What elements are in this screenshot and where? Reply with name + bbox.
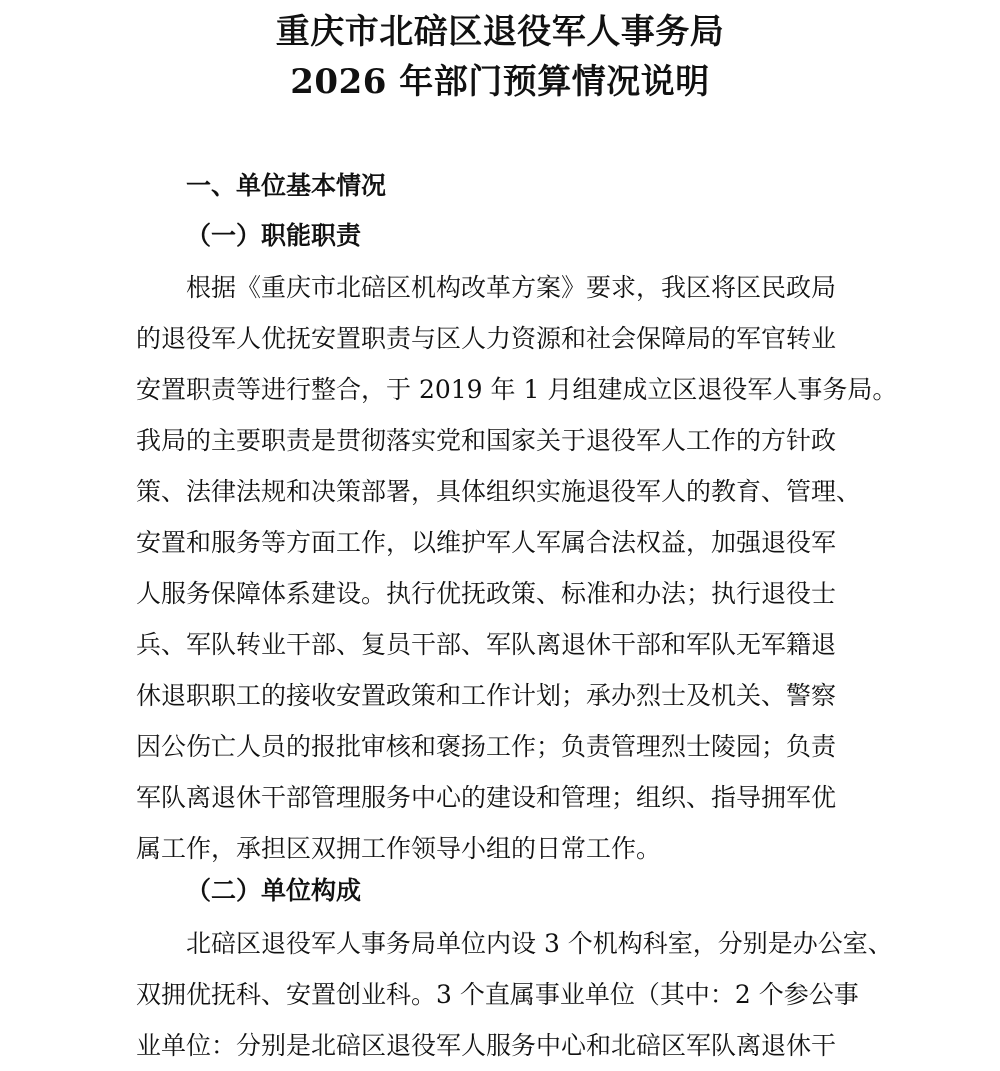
paragraph-line: 策、法律法规和决策部署，具体组织实施退役军人的教育、管理、	[136, 477, 862, 506]
paragraph-functions	[136, 262, 896, 874]
paragraph-line: 休退职职工的接收安置政策和工作计划；承办烈士及机关、警察	[136, 681, 837, 710]
paragraph-line: 北碚区退役军人事务局单位内设 3 个机构科室，分别是办公室、	[186, 929, 893, 958]
paragraph-line: 属工作，承担区双拥工作领导小组的日常工作。	[136, 834, 662, 863]
subsection-heading-composition: （二）单位构成	[186, 876, 362, 905]
paragraph-line: 双拥优抚科、安置创业科。3 个直属事业单位（其中：2 个参公事	[136, 980, 859, 1009]
paragraph-line: 安置职责等进行整合，于 2019 年 1 月组建成立区退役军人事务局。	[136, 375, 898, 404]
paragraph-line: 人服务保障体系建设。执行优抚政策、标准和办法；执行退役士	[136, 579, 837, 608]
paragraph-composition	[136, 918, 896, 1071]
paragraph-line: 我局的主要职责是贯彻落实党和国家关于退役军人工作的方针政	[136, 426, 837, 455]
document-title-line-2: 2026 年部门预算情况说明	[290, 62, 710, 102]
paragraph-line: 兵、军队转业干部、复员干部、军队离退休干部和军队无军籍退	[136, 630, 837, 659]
section-heading-basic-info: 一、单位基本情况	[186, 171, 387, 200]
paragraph-line: 因公伤亡人员的报批审核和褒扬工作；负责管理烈士陵园；负责	[136, 732, 837, 761]
paragraph-line: 业单位：分别是北碚区退役军人服务中心和北碚区军队离退休干	[136, 1031, 837, 1060]
document-title-line-1: 重庆市北碚区退役军人事务局	[275, 12, 725, 52]
subsection-heading-functions: （一）职能职责	[186, 221, 362, 250]
paragraph-line: 的退役军人优抚安置职责与区人力资源和社会保障局的军官转业	[136, 324, 837, 353]
paragraph-line: 根据《重庆市北碚区机构改革方案》要求，我区将区民政局	[186, 273, 837, 302]
paragraph-line: 军队离退休干部管理服务中心的建设和管理；组织、指导拥军优	[136, 783, 837, 812]
paragraph-line: 安置和服务等方面工作，以维护军人军属合法权益，加强退役军	[136, 528, 837, 557]
